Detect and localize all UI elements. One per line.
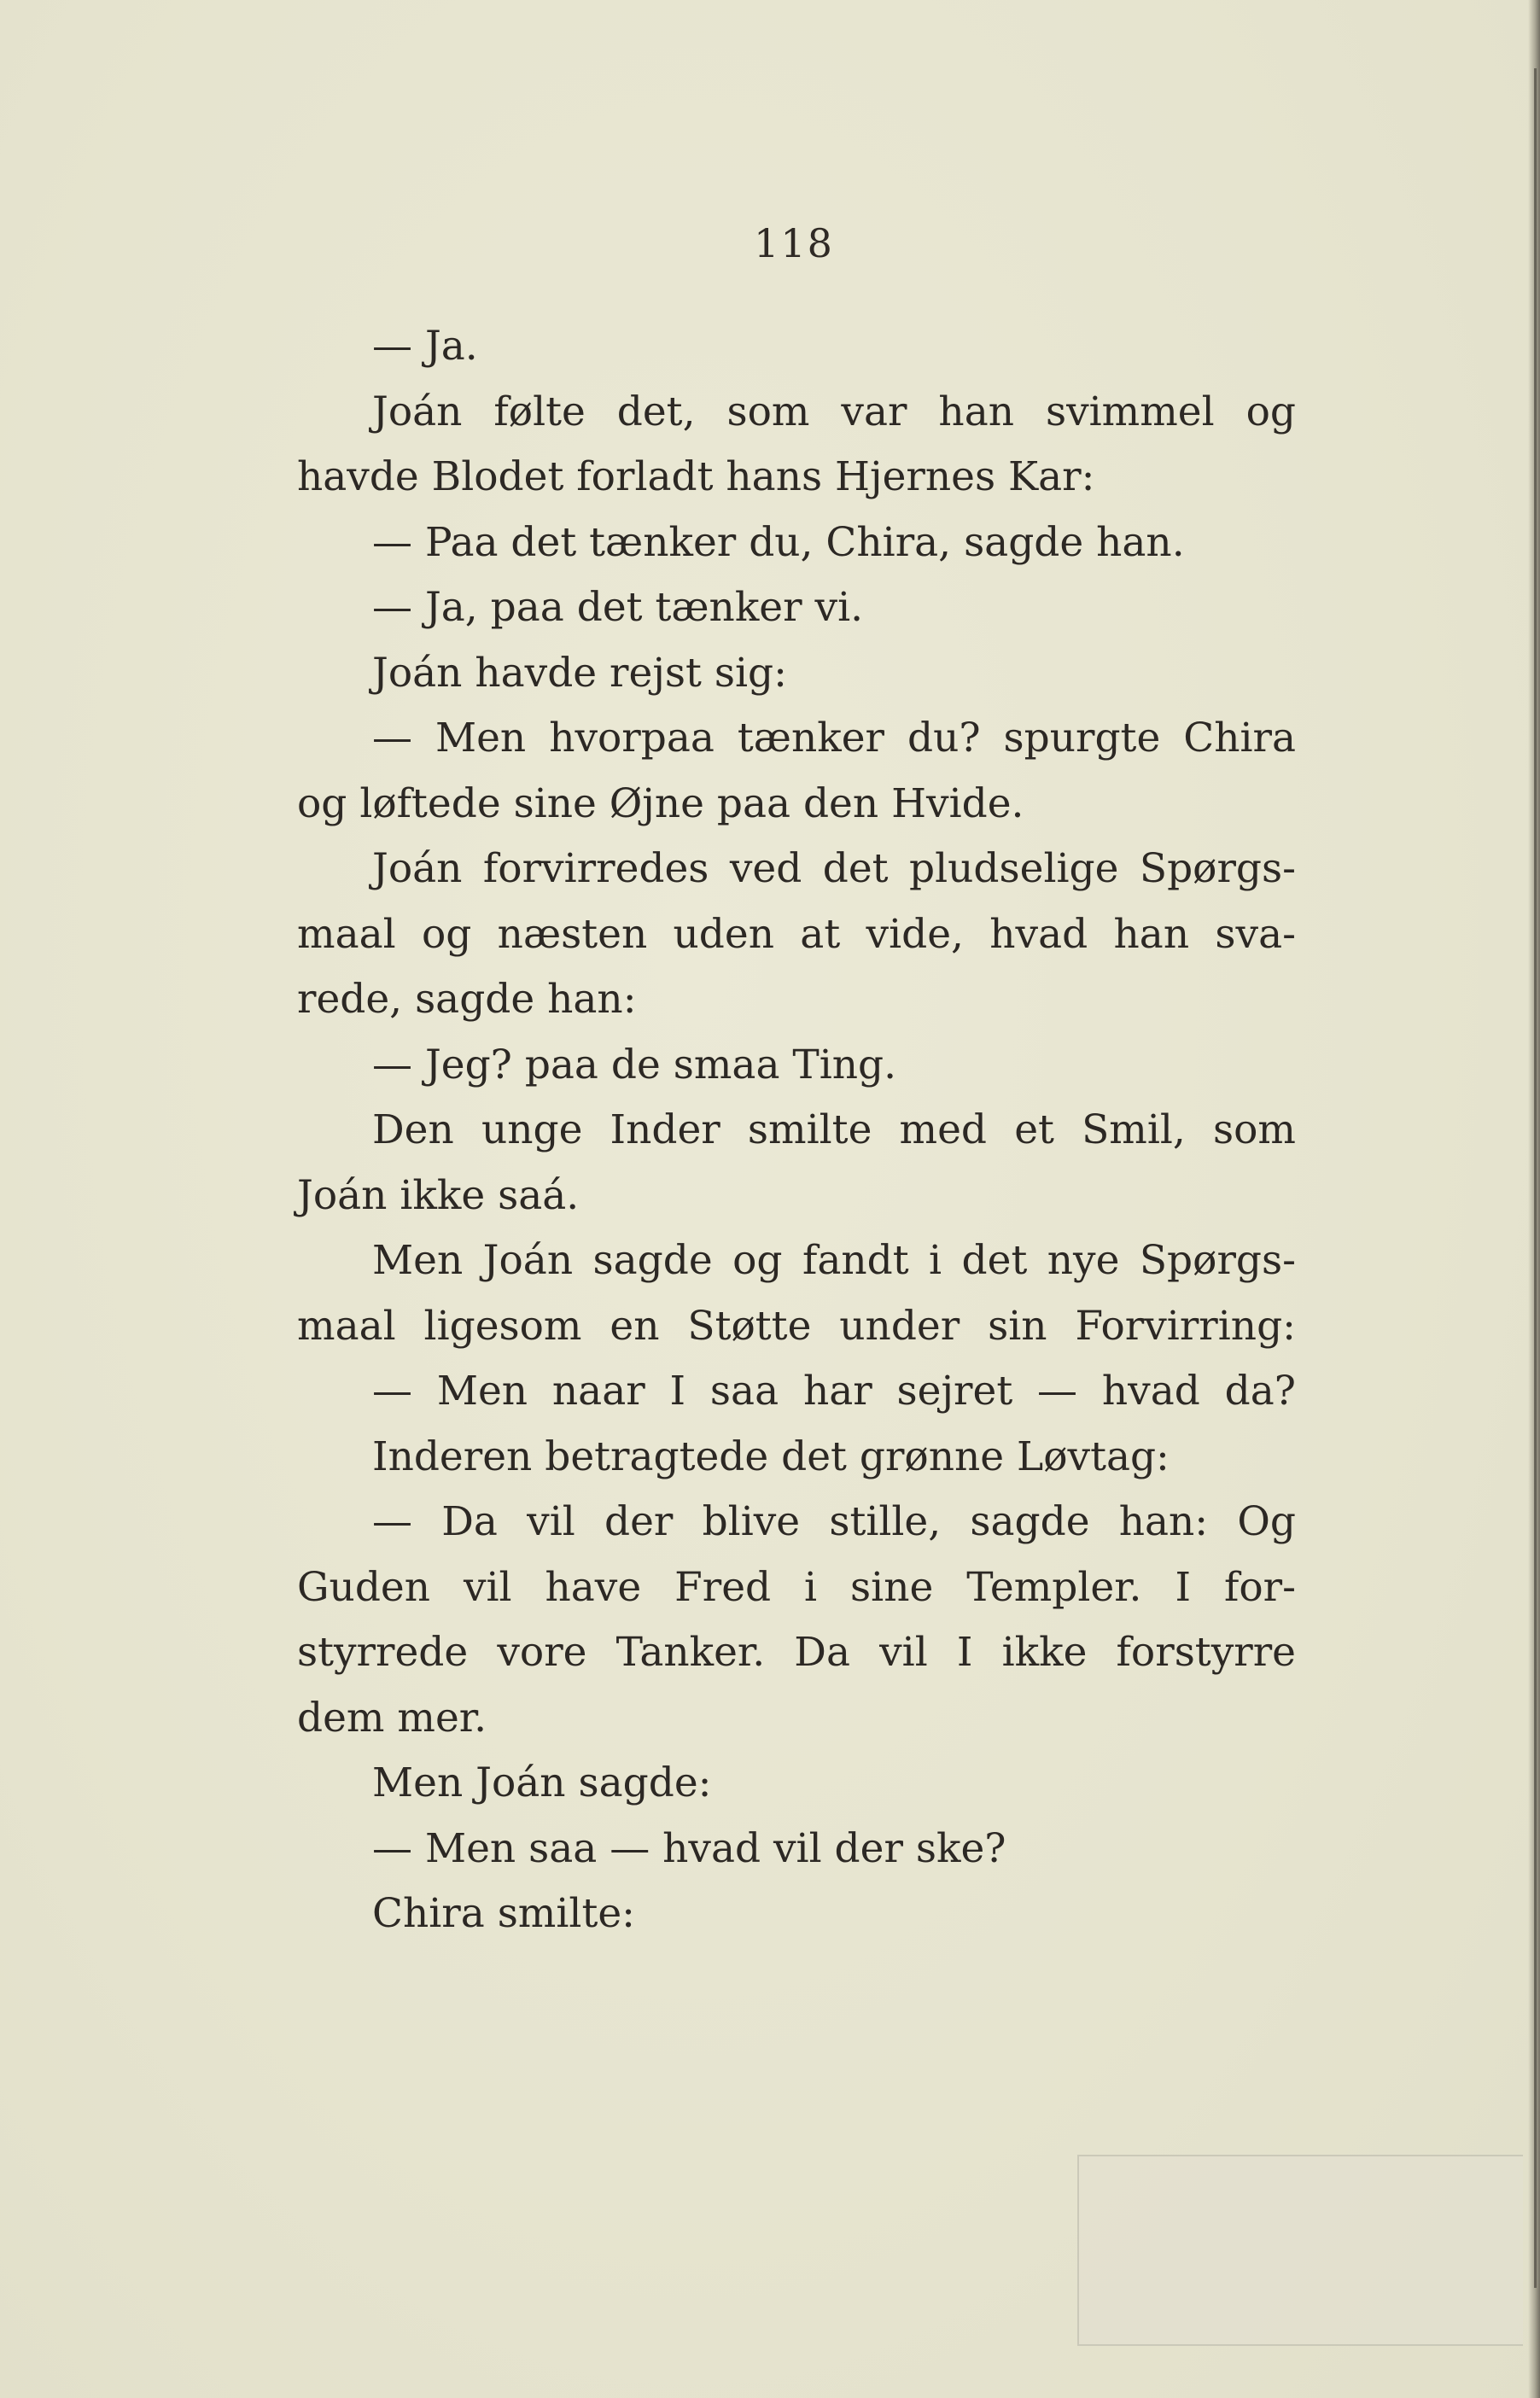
text-line: Inderen betragtede det grønne Løvtag: (372, 1432, 1170, 1480)
text-line: maal og næsten uden at vide, hvad han sva- (297, 910, 1296, 958)
text-line: — Jeg? paa de smaa Ting. (372, 1041, 897, 1088)
page-edge-line (1534, 68, 1537, 2288)
text-line: maal ligesom en Støtte under sin Forvirring: (297, 1302, 1296, 1350)
text-line: Den unge Inder smilte med et Smil, som (372, 1106, 1296, 1153)
text-line: rede, sagde han: (297, 976, 637, 1023)
text-line: — Da vil der blive stille, sagde han: Og (372, 1498, 1296, 1545)
text-line: — Men naar I saa har sejret — hvad da? (372, 1368, 1296, 1415)
bleed-through-box (1077, 2155, 1523, 2346)
text-line: Joán havde rejst sig: (372, 649, 787, 697)
text-line: — Paa det tænker du, Chira, sagde han. (372, 518, 1185, 566)
text-line: og løftede sine Øjne paa den Hvide. (297, 779, 1024, 827)
text-line: havde Blodet forladt hans Hjernes Kar: (297, 453, 1095, 500)
text-line: Joán følte det, som var han svimmel og (372, 388, 1296, 435)
text-line: Men Joán sagde: (372, 1759, 712, 1806)
text-line: Joán ikke saá. (297, 1171, 580, 1219)
text-line: — Ja. (372, 323, 478, 370)
text-line: — Men hvorpaa tænker du? spurgte Chira (372, 715, 1296, 761)
body-text (297, 314, 1296, 1947)
text-line: — Men saa — hvad vil der ske? (372, 1824, 1006, 1872)
page-number: 118 (754, 220, 834, 266)
text-line: Joán forvirredes ved det pludselige Spørgs- (372, 845, 1296, 892)
text-line: — Ja, paa det tænker vi. (372, 584, 864, 631)
text-line: Chira smilte: (372, 1890, 635, 1937)
text-line: Guden vil have Fred i sine Templer. I for- (297, 1563, 1296, 1611)
text-line: styrrede vore Tanker. Da vil I ikke forstyrre (297, 1629, 1296, 1676)
text-line: dem mer. (297, 1694, 487, 1742)
text-line: Men Joán sagde og fandt i det nye Spørgs- (372, 1237, 1296, 1284)
